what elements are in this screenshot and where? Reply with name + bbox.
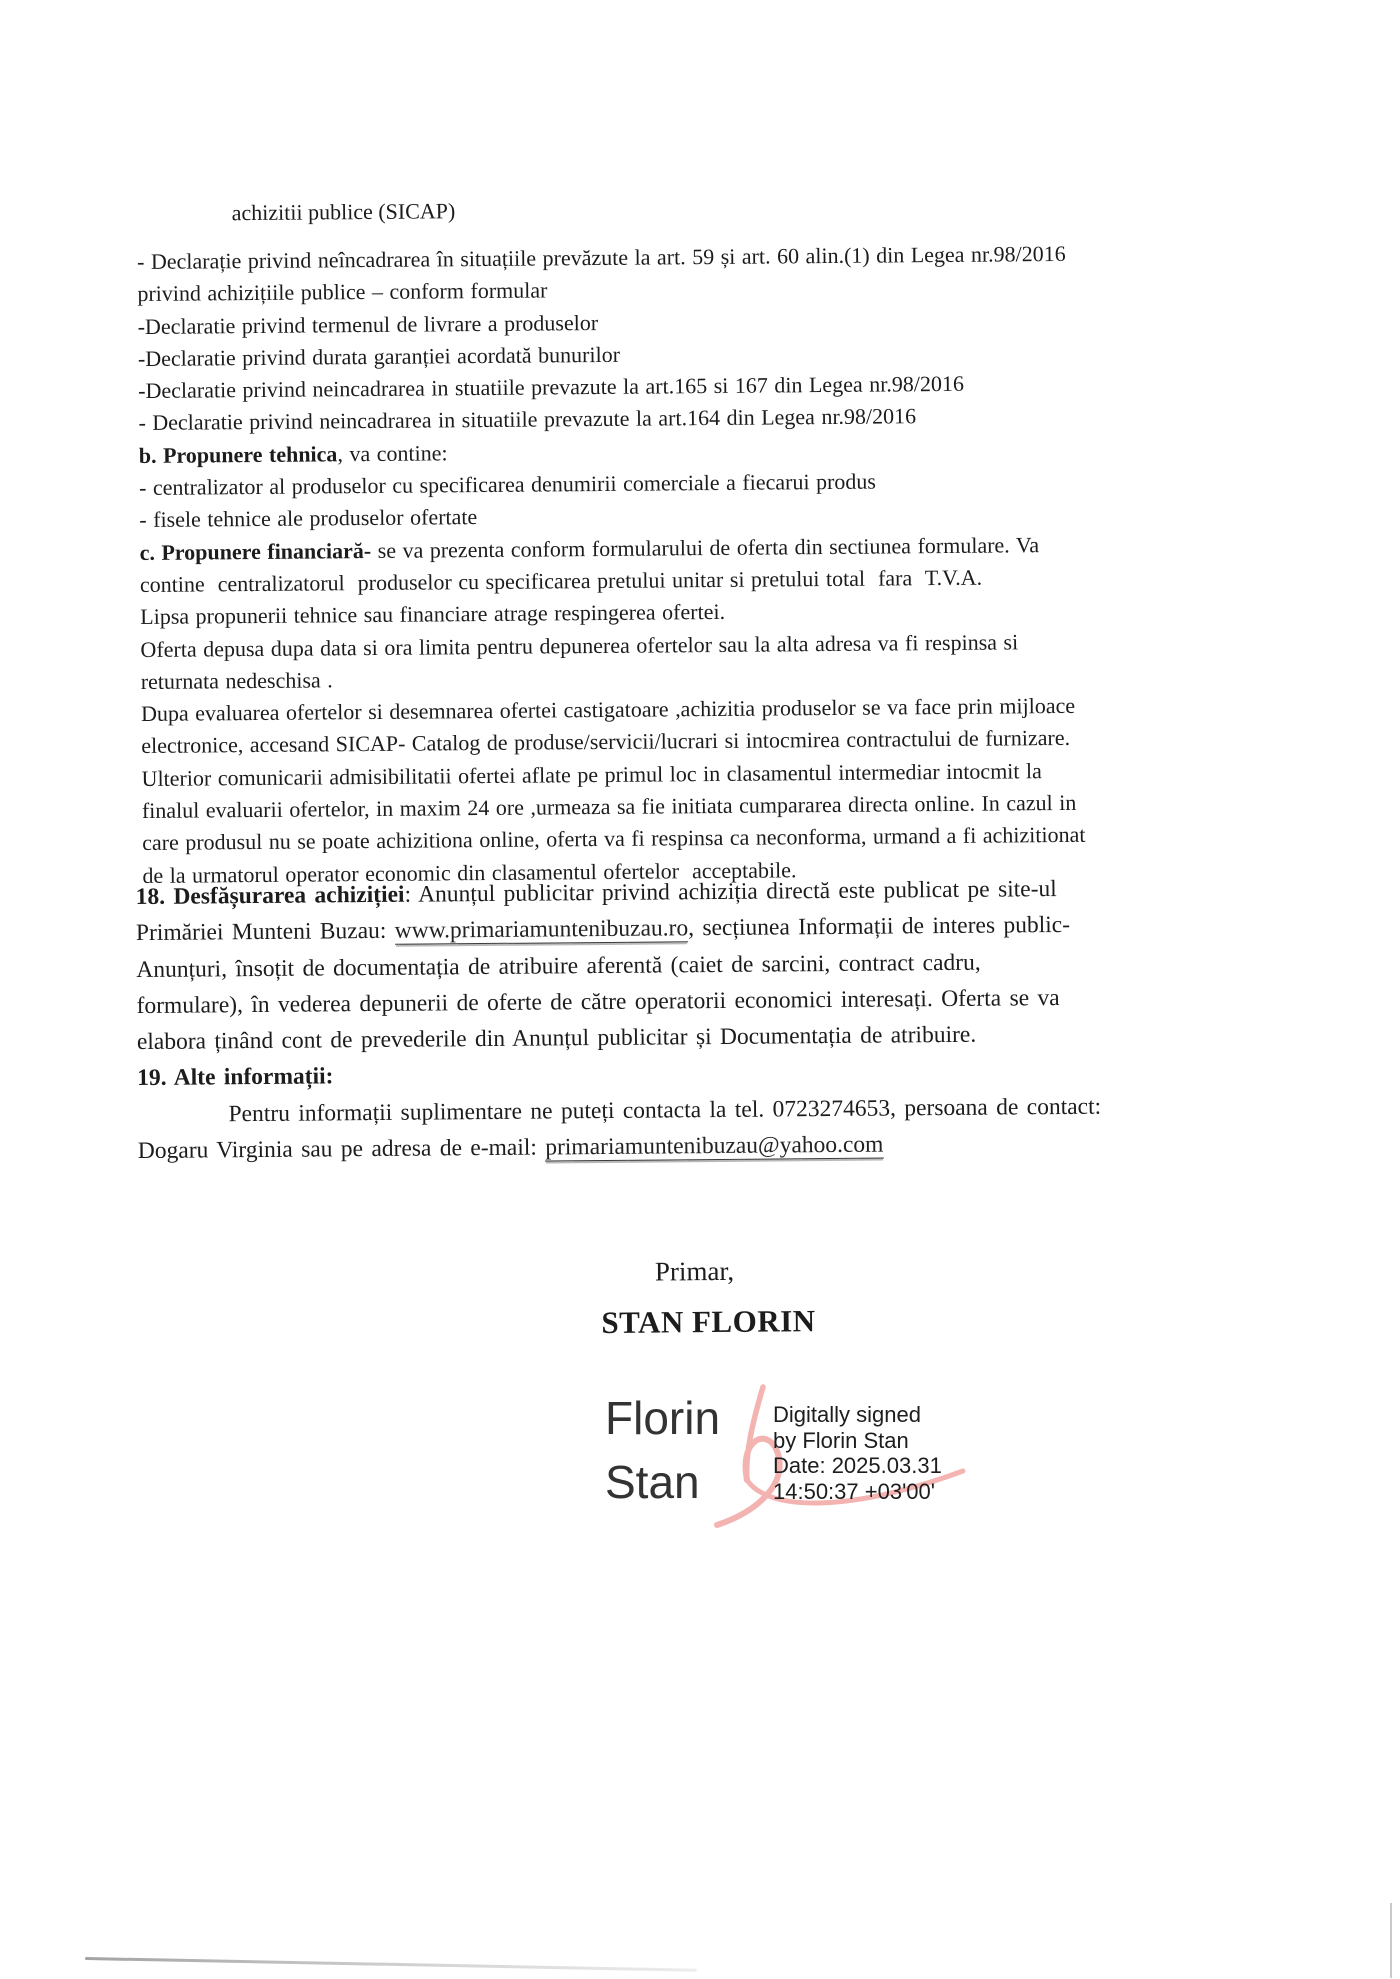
text-segment: se va prezenta conform formularului de oferta din sectiunea formulare. Va (371, 531, 1040, 563)
website-link[interactable]: www.primariamuntenibuzau.ro (394, 915, 689, 945)
text-segment: , va contine: (337, 440, 448, 467)
text-segment: - fisele tehnice ale produselor ofertate (139, 504, 478, 533)
text-segment: contine centralizatorul produselor cu specificarea pretului unitar si pretului total fara T.V.A. (139, 564, 983, 597)
text-segment: privind achizițiile publice – conform formular (137, 277, 548, 307)
text-segment: Ulterior comunicarii admisibilitatii ofertei aflate pe primul loc in clasamentul intermediar intocmit la (141, 757, 1042, 791)
closing-title: Primar, (654, 1255, 735, 1287)
text-segment: , secțiunea Informații de interes public- (688, 912, 1071, 942)
document-lines-bottom (135, 869, 1337, 1170)
signature-detail-line: Date: 2025.03.31 (773, 1453, 942, 1479)
text-segment: - Declaratie privind neincadrarea in situatiile prevazute la art.164 din Legea nr.98/2016 (138, 403, 917, 436)
text-segment: Anunțuri, însoțit de documentația de atribuire aferentă (caiet de sarcini, contract cadru, (136, 949, 981, 983)
text-segment: c. Propunere financiară- (139, 537, 372, 565)
text-segment: : Anunțul publicitar privind achiziția directă este publicat pe site-ul (404, 876, 1057, 908)
text-segment: b. Propunere tehnica (138, 441, 338, 468)
text-segment: electronice, accesand SICAP- Catalog de produse/servicii/lucrari si intocmirea contractului de furnizare. (141, 725, 1071, 759)
text-segment: -Declaratie privind durata garanției acordată bunurilor (137, 341, 621, 371)
text-segment: care produsul nu se poate achizitiona online, oferta va fi respinsa ca neconforma, urmand a fi achizitionat (142, 822, 1086, 856)
signatory-name: STAN FLORIN (601, 1303, 816, 1341)
signature-name-line2: Stan (605, 1456, 700, 1508)
signature-detail-line: by Florin Stan (773, 1427, 909, 1453)
text-segment: de la urmatorul operator economic din clasamentul ofertelor acceptabile. (142, 856, 797, 888)
signature-detail-line: 14:50:37 +03'00' (773, 1479, 935, 1505)
text-segment: finalul evaluarii ofertelor, in maxim 24 ore ,urmeaza sa fie initiata cumpararea directa online. In cazul in (141, 789, 1077, 824)
text-segment: - Declarație privind neîncadrarea în situațiile prevăzute la art. 59 și art. 60 alin.(1) din Legea nr.98/2016 (136, 240, 1066, 275)
signature-detail-line: Digitally signed (773, 1402, 921, 1427)
text-segment: Dupa evaluarea ofertelor si desemnarea ofertei castigatoare ,achizitia produselor se va face prin mijloace (140, 693, 1076, 727)
digital-signature-block (605, 1383, 1125, 1543)
text-segment: 18. Desfășurarea achiziției (135, 881, 405, 911)
text-segment: formulare), în vederea depunerii de oferte de către operatorii economici interesați. Oferta se va (136, 984, 1060, 1019)
text-segment: Lipsa propunerii tehnice sau financiare atrage respingerea ofertei. (140, 599, 726, 630)
text-segment: Dogaru Virginia sau pe adresa de e-mail: (137, 1134, 546, 1165)
text-segment: Pentru informații suplimentare ne puteți contacta la tel. 0723274653, persoana de contact: (228, 1093, 1102, 1128)
text-segment: -Declaratie privind neincadrarea in stuatiile prevazute la art.165 si 167 din Legea nr.98/2016 (138, 371, 965, 404)
text-segment: -Declaratie privind termenul de livrare a produselor (137, 309, 599, 339)
document-lines-top (137, 236, 1323, 892)
text-segment: returnata nedeschisa . (140, 667, 333, 694)
text-segment: Primăriei Munteni Buzau: (135, 918, 395, 947)
signature-name-line1: Florin (605, 1392, 721, 1444)
signature-details (773, 1402, 942, 1505)
email-link[interactable]: primariamuntenibuzau@yahoo.com (545, 1131, 884, 1161)
text-segment: - centralizator al produselor cu specificarea denumirii comerciale a fiecarui produs (138, 468, 877, 501)
text-segment: elabora ținând cont de prevederile din Anunțul publicitar și Documentația de atribuire. (136, 1021, 977, 1056)
text-segment: Oferta depusa dupa data si ora limita pentru depunerea ofertelor sau la alta adresa va fi respinsa si (140, 628, 1019, 662)
text-segment: 19. Alte informații: (137, 1063, 334, 1092)
intro-line: achizitii publice (SICAP) (231, 198, 456, 226)
scan-artifact-right-edge (1390, 1903, 1392, 1978)
